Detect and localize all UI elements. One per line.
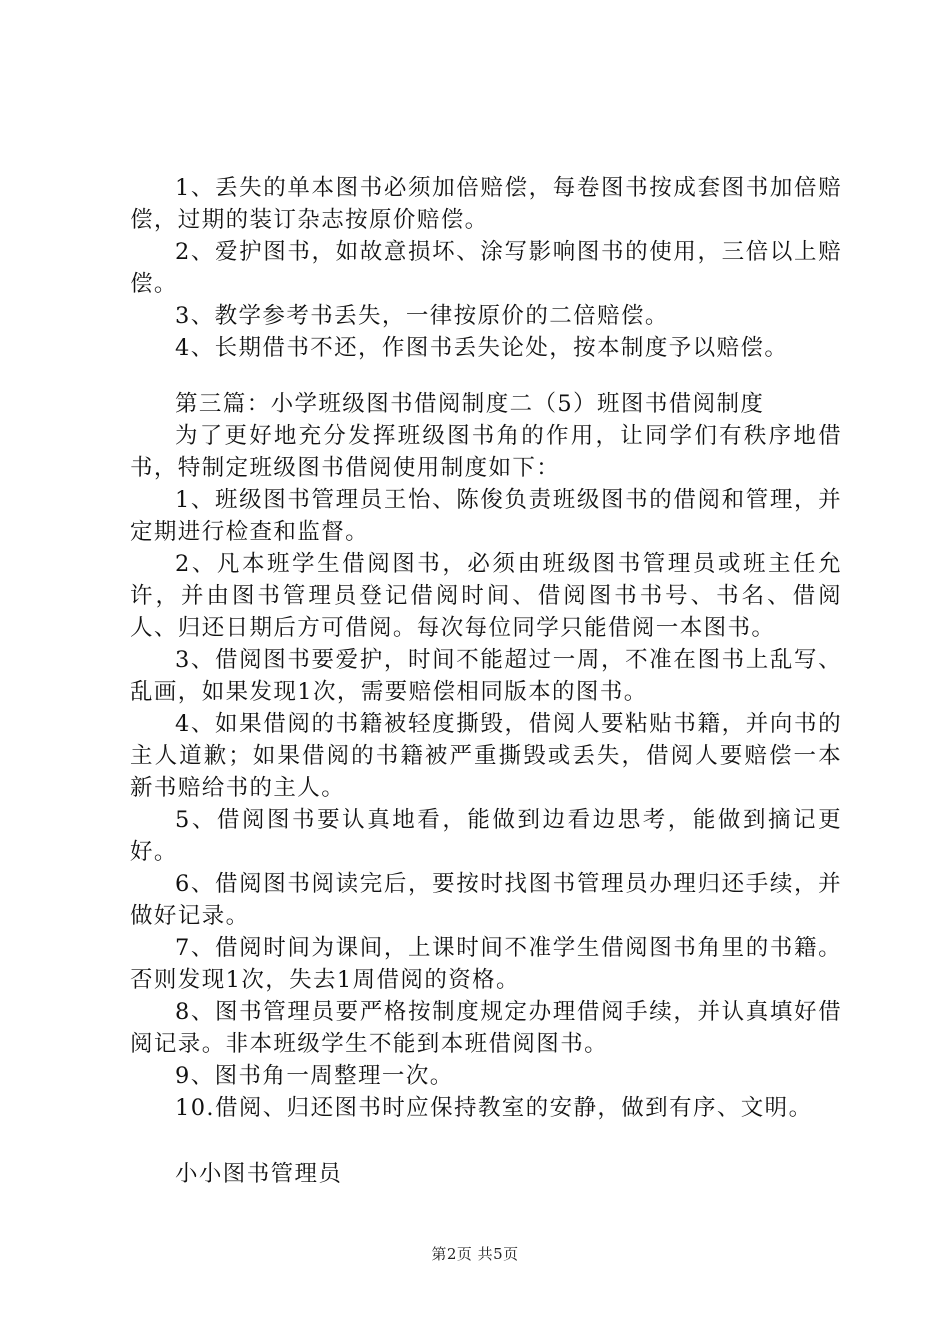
rule-1: 1、班级图书管理员王怡、陈俊负责班级图书的借阅和管理，并定期进行检查和监督。	[130, 487, 842, 545]
document-body	[130, 172, 842, 1190]
rule-4: 4、如果借阅的书籍被轻度撕毁，借阅人要粘贴书籍，并向书的主人道歉；如果借阅的书籍被严重撕毁或丢失，借阅人要赔偿一本新书赔给书的主人。	[130, 711, 842, 801]
rule-2: 2、凡本班学生借阅图书，必须由班级图书管理员或班主任允许，并由图书管理员登记借阅时间、借阅图书书号、书名、借阅人、归还日期后方可借阅。每次每位同学只能借阅一本图书。	[130, 551, 842, 641]
paragraph-intro: 为了更好地充分发挥班级图书角的作用，让同学们有秩序地借书，特制定班级图书借阅使用制度如下：	[130, 423, 842, 481]
paragraph-4: 4、长期借书不还，作图书丢失论处，按本制度予以赔偿。	[175, 335, 789, 361]
section-heading: 第三篇：小学班级图书借阅制度二（5）班图书借阅制度	[175, 391, 765, 417]
paragraph-3: 3、教学参考书丢失，一律按原价的二倍赔偿。	[175, 303, 669, 329]
rule-7: 7、借阅时间为课间，上课时间不准学生借阅图书角里的书籍。否则发现1次，失去1周借阅的资格。	[130, 935, 842, 993]
rule-3: 3、借阅图书要爱护，时间不能超过一周，不准在图书上乱写、乱画，如果发现1次，需要赔偿相同版本的图书。	[130, 647, 842, 705]
paragraph-1: 1、丢失的单本图书必须加倍赔偿，每卷图书按成套图书加倍赔偿，过期的装订杂志按原价赔偿。	[130, 175, 842, 233]
paragraph-2: 2、爱护图书，如故意损坏、涂写影响图书的使用，三倍以上赔偿。	[130, 239, 842, 297]
closing-heading: 小小图书管理员	[175, 1161, 343, 1187]
rule-10: 10.借阅、归还图书时应保持教室的安静，做到有序、文明。	[175, 1095, 813, 1121]
rule-8: 8、图书管理员要严格按制度规定办理借阅手续，并认真填好借阅记录。非本班级学生不能到本班借阅图书。	[130, 999, 842, 1057]
rule-6: 6、借阅图书阅读完后，要按时找图书管理员办理归还手续，并做好记录。	[130, 871, 842, 929]
page-number-footer: 第2页 共5页	[431, 1245, 519, 1263]
rule-9: 9、图书角一周整理一次。	[175, 1063, 454, 1089]
rule-5: 5、借阅图书要认真地看，能做到边看边思考，能做到摘记更好。	[130, 807, 842, 865]
